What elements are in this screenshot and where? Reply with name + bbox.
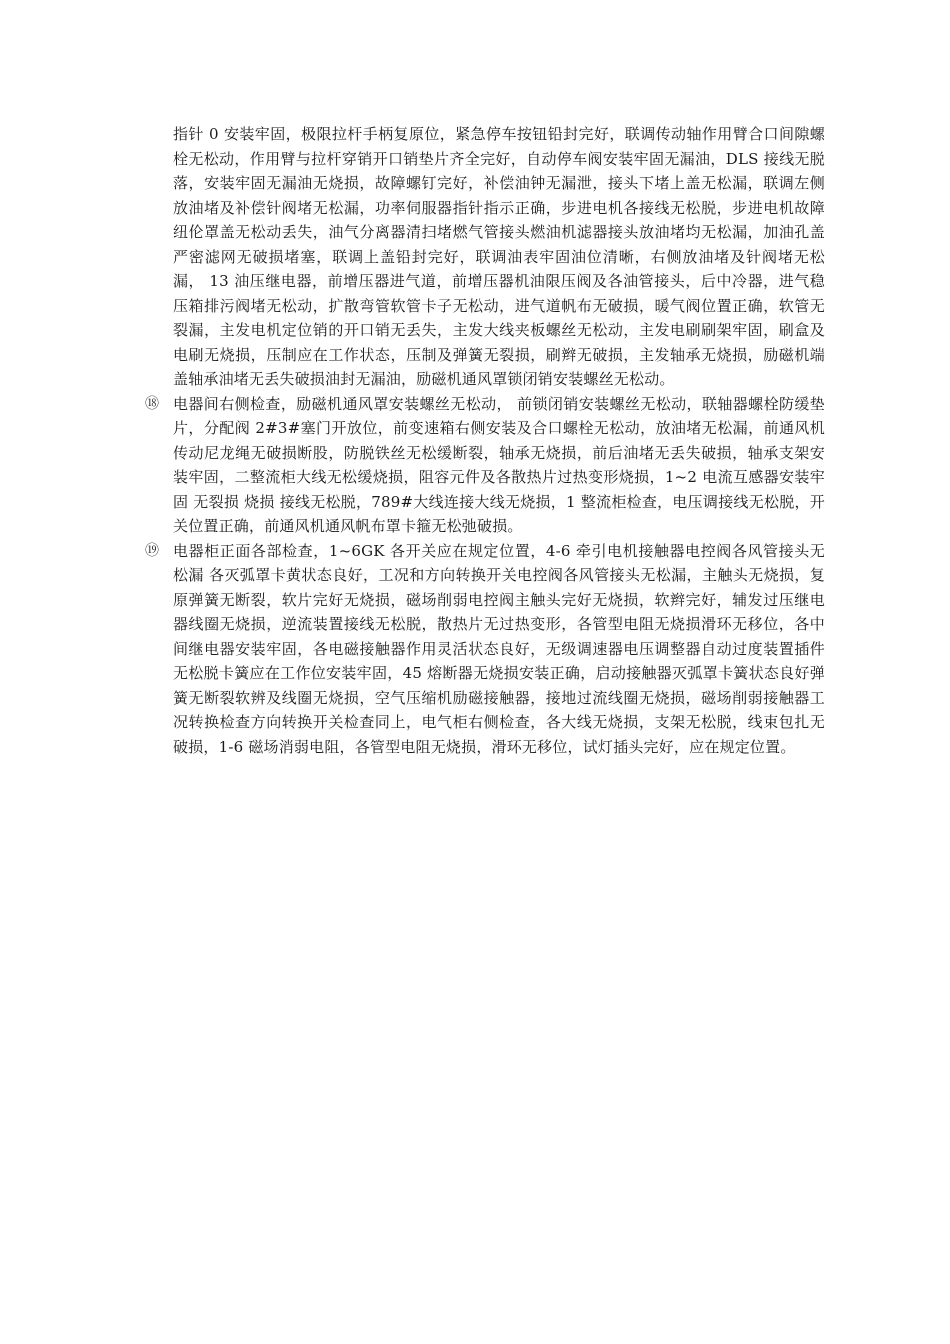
paragraph-text: 指针 0 安装牢固，极限拉杆手柄复原位，紧急停车按钮铅封完好，联调传动轴作用臂合口间隙螺栓无松动，作用臂与拉杆穿销开口销垫片齐全完好，自动停车阀安装牢固无漏油，DLS 接线无脱落，安装牢固无漏油无烧损，故障螺钉完好，补偿油钟无漏泄，接头下堵上盖无松漏，联调左侧放油堵及补偿针阀堵无松漏，功率伺服器指针指示正确，步进电机各接线无松脱，步进电机故障纽伦罩盖无松动丢失，油气分离器清扫堵燃气管接头燃油机滤器接头放油堵均无松漏，加油孔盖严密滤网无破损堵塞，联调上盖铅封完好，联调油表牢固油位清晰，右侧放油堵及针阀堵无松漏， 13 油压继电器，前增压器进气道，前增压器机油限压阀及各油管接头，后中冷器，进气稳压箱排污阀堵无松动，扩散弯管软管卡子无松动，进气道帆布无破损，暖气阀位置正确，软管无裂漏，主发电机定位销的开口销无丢失，主发大线夹板螺丝无松动，主发电刷刷架牢固，刷盒及电刷无烧损，压制应在工作状态，压制及弹簧无裂损，刷辫无破损，主发轴承无烧损，励磁机端盖轴承油堵无丢失破损油封无漏油，励磁机通风罩锁闭销安装螺丝无松动。 xyxy=(173,125,825,388)
paragraph-marker: ⑲ xyxy=(145,542,159,559)
paragraph-item-18 xyxy=(145,392,825,539)
document-body xyxy=(145,122,825,759)
paragraph-text: 电器柜正面各部检查，1~6GK 各开关应在规定位置，4-6 牵引电机接触器电控阀各风管接头无松漏 各灭弧罩卡黄状态良好，工况和方向转换开关电控阀各风管接头无松漏，主触头无烧损，复原弹簧无断裂，软片完好无烧损，磁场削弱电控阀主触头完好无烧损，软辫完好，辅发过压继电器线圈无烧损，逆流装置接线无松脱，散热片无过热变形，各管型电阻无烧损滑环无移位，各中间继电器安装牢固，各电磁接触器作用灵活状态良好，无级调速器电压调整器自动过度装置插件无松脱卡簧应在工作位安装牢固，45 熔断器无烧损安装正确，启动接触器灭弧罩卡簧状态良好弹簧无断裂软辨及线圈无烧损，空气压缩机励磁接触器，接地过流线圈无烧损，磁场削弱接触器工况转换检查方向转换开关检查同上，电气柜右侧检查，各大线无烧损，支架无松脱，线束包扎无破损，1-6 磁场消弱电阻，各管型电阻无烧损，滑环无移位，试灯插头完好，应在规定位置。 xyxy=(173,541,825,756)
paragraph-continued xyxy=(145,122,825,392)
paragraph-text: 电器间右侧检查，励磁机通风罩安装螺丝无松动， 前锁闭销安装螺丝无松动，联轴器螺栓防缓垫片，分配阀 2#3#塞门开放位，前变速箱右侧安装及合口螺栓无松动，放油堵无松漏，前通风机传动尼龙绳无破损断股，防脱铁丝无松缓断裂，轴承无烧损，前后油堵无丢失破损，轴承支架安装牢固，二整流柜大线无松缓烧损，阻容元件及各散热片过热变形烧损，1~2 电流互感器安装牢固 无裂损 烧损 接线无松脱，789#大线连接大线无烧损，1 整流柜检查，电压调接线无松脱，开关位置正确，前通风机通风帆布罩卡箍无松弛破损。 xyxy=(173,394,825,535)
paragraph-item-19 xyxy=(145,539,825,760)
paragraph-marker: ⑱ xyxy=(145,395,159,412)
